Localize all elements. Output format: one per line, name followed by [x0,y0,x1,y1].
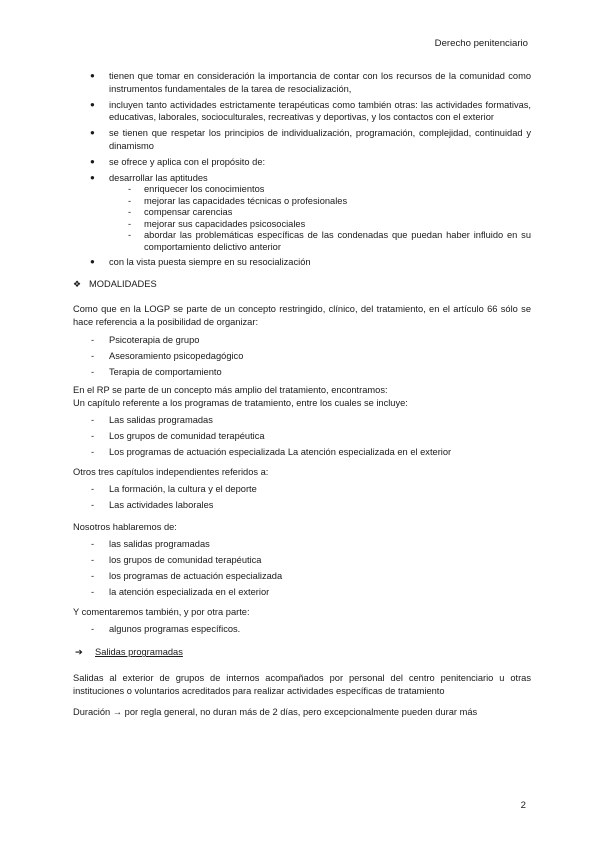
dash-list-item-text: la atención especializada en el exterior [109,587,270,598]
dash-list-item [73,554,531,567]
bullet-icon: ● [90,172,95,182]
list-item-text: incluyen tanto actividades estrictamente terapéuticas como también otras: las actividades formativas, educativas, laborales, socioculturales, recreativas y deportivas, y los contactos con el exterior [109,99,531,123]
sub-list-item-text: mejorar sus capacidades psicosociales [144,218,306,229]
sub-list-item [73,230,531,253]
dash-list-item-text: algunos programas específicos. [109,624,241,635]
dash-list-item [73,538,531,551]
sub-list-item-text: enriquecer los conocimientos [144,184,265,195]
dash-list-item [73,334,531,347]
paragraph: Y comentaremos también, y por otra parte: [73,607,250,618]
page-header: Derecho penitenciario [434,38,528,49]
dash-list [73,414,531,459]
paragraph: Salidas al exterior de grupos de internos acompañados por personal del centro penitenciario u otras instituciones o voluntarios acreditados para realizar actividades específicas de tratamiento [73,673,531,697]
section-heading-modalidades [73,278,531,291]
bullet-icon: ● [90,156,95,166]
list-item-text: desarrollar las aptitudes [109,172,208,183]
subsection-heading-salidas [73,646,531,659]
sub-list-item-text: compensar carencias [144,207,233,218]
list-item-text: se tienen que respetar los principios de individualización, programación, complejidad, continuidad y dinamismo [109,128,531,151]
paragraph: Otros tres capítulos independientes referidos a: [73,467,269,478]
dash-list-item [73,350,531,363]
dash-icon: - [91,555,95,566]
dash-icon: - [91,367,95,378]
list-item [73,172,531,185]
arrow-right-icon: ➔ [75,647,83,658]
dash-list-item-text: Psicoterapia de grupo [109,335,200,346]
dash-list-item [73,430,531,443]
dash-icon: - [91,539,95,550]
document-body [73,70,531,719]
paragraph: Nosotros hablaremos de: [73,522,177,533]
paragraph: En el RP se parte de un concepto más amplio del tratamiento, encontramos: [73,385,388,396]
dash-icon: - [91,571,95,582]
dash-list-item-text: Las salidas programadas [109,415,213,426]
sub-list-item [73,196,531,208]
dash-icon: - [128,218,132,229]
dash-icon: - [91,415,95,426]
page-number: 2 [520,800,526,811]
dash-list [73,334,531,379]
dash-list-item [73,366,531,379]
sub-list-item [73,219,531,231]
paragraph: Un capítulo referente a los programas de tratamiento, entre los cuales se incluye: [73,398,408,409]
bullet-icon: ● [90,128,95,138]
dash-icon: - [128,195,132,206]
diamond-icon: ❖ [73,279,82,290]
list-item-text: con la vista puesta siempre en su resocialización [109,257,311,268]
list-item [73,99,531,125]
paragraph: Como que en la LOGP se parte de un concepto restringido, clínico, del tratamiento, en el artículo 66 sólo se hace referencia a la posibilidad de organizar: [73,304,531,328]
dash-list-item-text: Los programas de actuación especializada La atención especializada en el exterior [109,447,452,458]
dash-icon: - [128,184,132,195]
dash-list-item-text: Asesoramiento psicopedagógico [109,351,244,362]
sub-list-item [73,184,531,196]
list-item [73,70,531,96]
dash-icon: - [91,500,95,511]
dash-list-item [73,499,531,512]
paragraph-duracion: Duración → por regla general, no duran más de 2 días, pero excepcionalmente pueden durar más [73,707,478,718]
sub-list-item [73,207,531,219]
dash-list [73,623,531,636]
sub-list-item-text: mejorar las capacidades técnicas o profesionales [144,195,348,206]
bullet-icon: ● [90,71,95,80]
dash-list-item [73,586,531,599]
dash-list-item-text: las salidas programadas [109,539,210,550]
dash-list-item [73,623,531,636]
dash-icon: - [91,431,95,442]
dash-icon: - [91,484,95,495]
bullet-icon: ● [90,99,95,109]
dash-list-item-text: los grupos de comunidad terapéutica [109,555,262,566]
dash-list-item [73,570,531,583]
sub-list-item-text: abordar las problemáticas específicas de las condenadas que puedan haber influido en su comportamiento delictivo anterior [144,230,531,252]
dash-icon: - [91,335,95,346]
dash-list-item [73,446,531,459]
dash-list-item [73,483,531,496]
dash-list-item-text: Terapia de comportamiento [109,367,222,378]
dash-icon: - [91,447,95,458]
list-item [73,256,531,269]
dash-list-item-text: La formación, la cultura y el deporte [109,484,257,495]
list-item [73,156,531,169]
dash-icon: - [128,230,132,241]
dash-icon: - [128,207,132,218]
dash-icon: - [91,351,95,362]
dash-list-item-text: los programas de actuación especializada [109,571,283,582]
list-item-text: se ofrece y aplica con el propósito de: [109,156,266,167]
dash-list-item [73,414,531,427]
list-item-text: tienen que tomar en consideración la importancia de contar con los recursos de la comunidad como instrumentos fundamentales de la tarea de resocialización, [109,71,531,94]
list-item [73,127,531,153]
dash-icon: - [91,624,95,635]
dash-list [73,538,531,599]
subsection-heading-text: Salidas programadas [95,647,183,658]
dash-icon: - [91,587,95,598]
section-heading-text: MODALIDADES [89,279,157,290]
dash-list-item-text: Los grupos de comunidad terapéutica [109,431,265,442]
bullet-icon: ● [90,257,95,267]
dash-list [73,483,531,512]
dash-list-item-text: Las actividades laborales [109,500,214,511]
